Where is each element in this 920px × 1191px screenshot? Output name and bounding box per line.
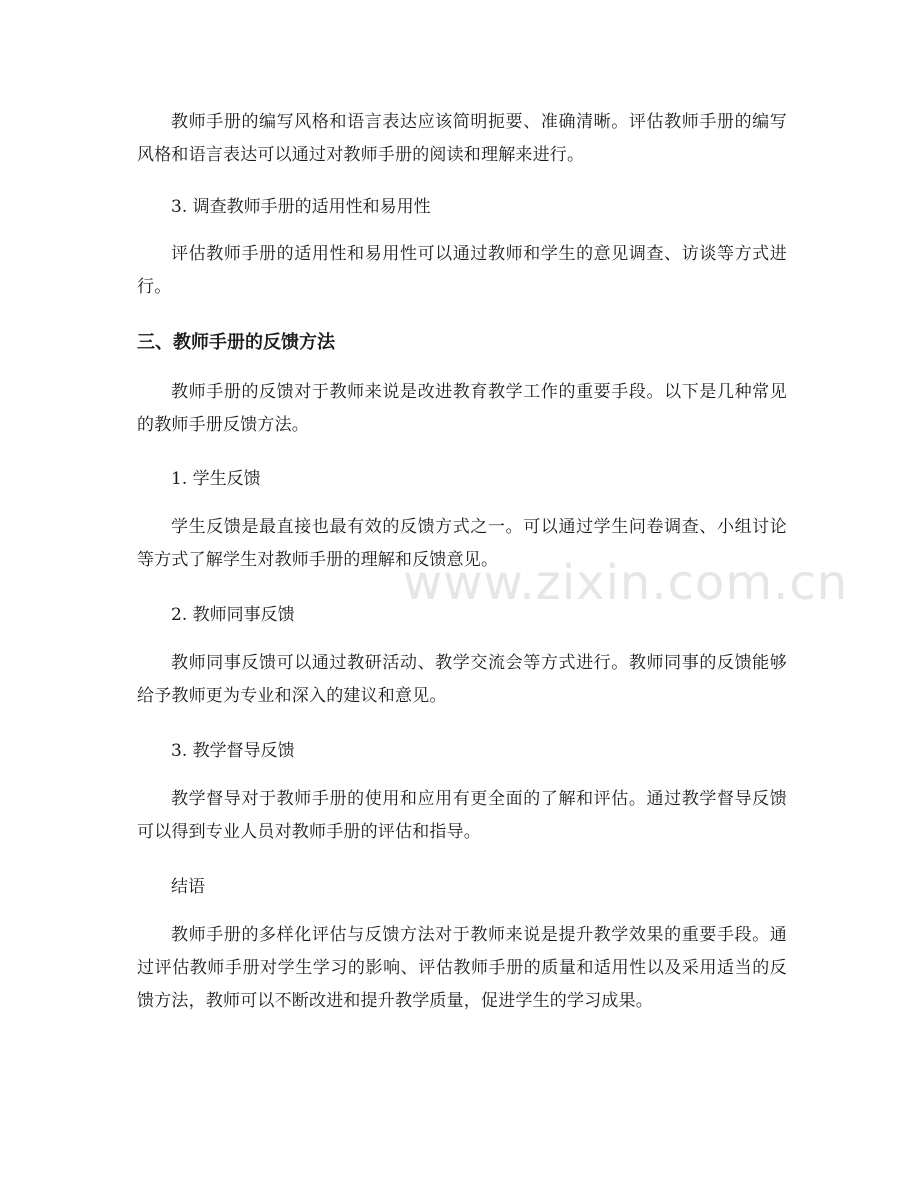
watermark: www.zixin.com.cn — [403, 555, 849, 611]
subheading-supervisor-feedback: 3. 教学督导反馈 — [171, 741, 295, 761]
section-heading-feedback: 三、教师手册的反馈方法 — [137, 332, 335, 353]
paragraph-feedback-intro — [137, 376, 787, 442]
paragraph-text: 学生反馈是最直接也最有效的反馈方式之一。可以通过学生问卷调查、小组讨论等方式了解学生对教师手册的理解和反馈意见。 — [137, 517, 787, 570]
paragraph-colleague-feedback — [137, 647, 787, 713]
subheading-student-feedback: 1. 学生反馈 — [171, 469, 261, 489]
conclusion-title: 结语 — [171, 877, 205, 897]
paragraph-text: 教学督导对于教师手册的使用和应用有更全面的了解和评估。通过教学督导反馈可以得到专业人员对教师手册的评估和指导。 — [137, 789, 787, 842]
paragraph-text: 教师手册的反馈对于教师来说是改进教育教学工作的重要手段。以下是几种常见的教师手册反馈方法。 — [137, 382, 787, 435]
subheading-colleague-feedback: 2. 教师同事反馈 — [171, 605, 295, 625]
paragraph-supervisor-feedback — [137, 783, 787, 849]
paragraph-text: 教师同事反馈可以通过教研活动、教学交流会等方式进行。教师同事的反馈能够给予教师更为专业和深入的建议和意见。 — [137, 653, 787, 706]
subheading-survey: 3. 调查教师手册的适用性和易用性 — [171, 197, 431, 217]
paragraph-text: 评估教师手册的适用性和易用性可以通过教师和学生的意见调查、访谈等方式进行。 — [137, 244, 787, 297]
paragraph-conclusion — [137, 919, 787, 1018]
paragraph-writing-style — [137, 106, 787, 172]
paragraph-text: 教师手册的编写风格和语言表达应该简明扼要、准确清晰。评估教师手册的编写风格和语言表达可以通过对教师手册的阅读和理解来进行。 — [137, 112, 787, 165]
paragraph-usability — [137, 238, 787, 304]
paragraph-text: 教师手册的多样化评估与反馈方法对于教师来说是提升教学效果的重要手段。通过评估教师手册对学生学习的影响、评估教师手册的质量和适用性以及采用适当的反馈方法，教师可以不断改进和提升教学质量，促进学生的学习成果。 — [137, 925, 787, 1011]
